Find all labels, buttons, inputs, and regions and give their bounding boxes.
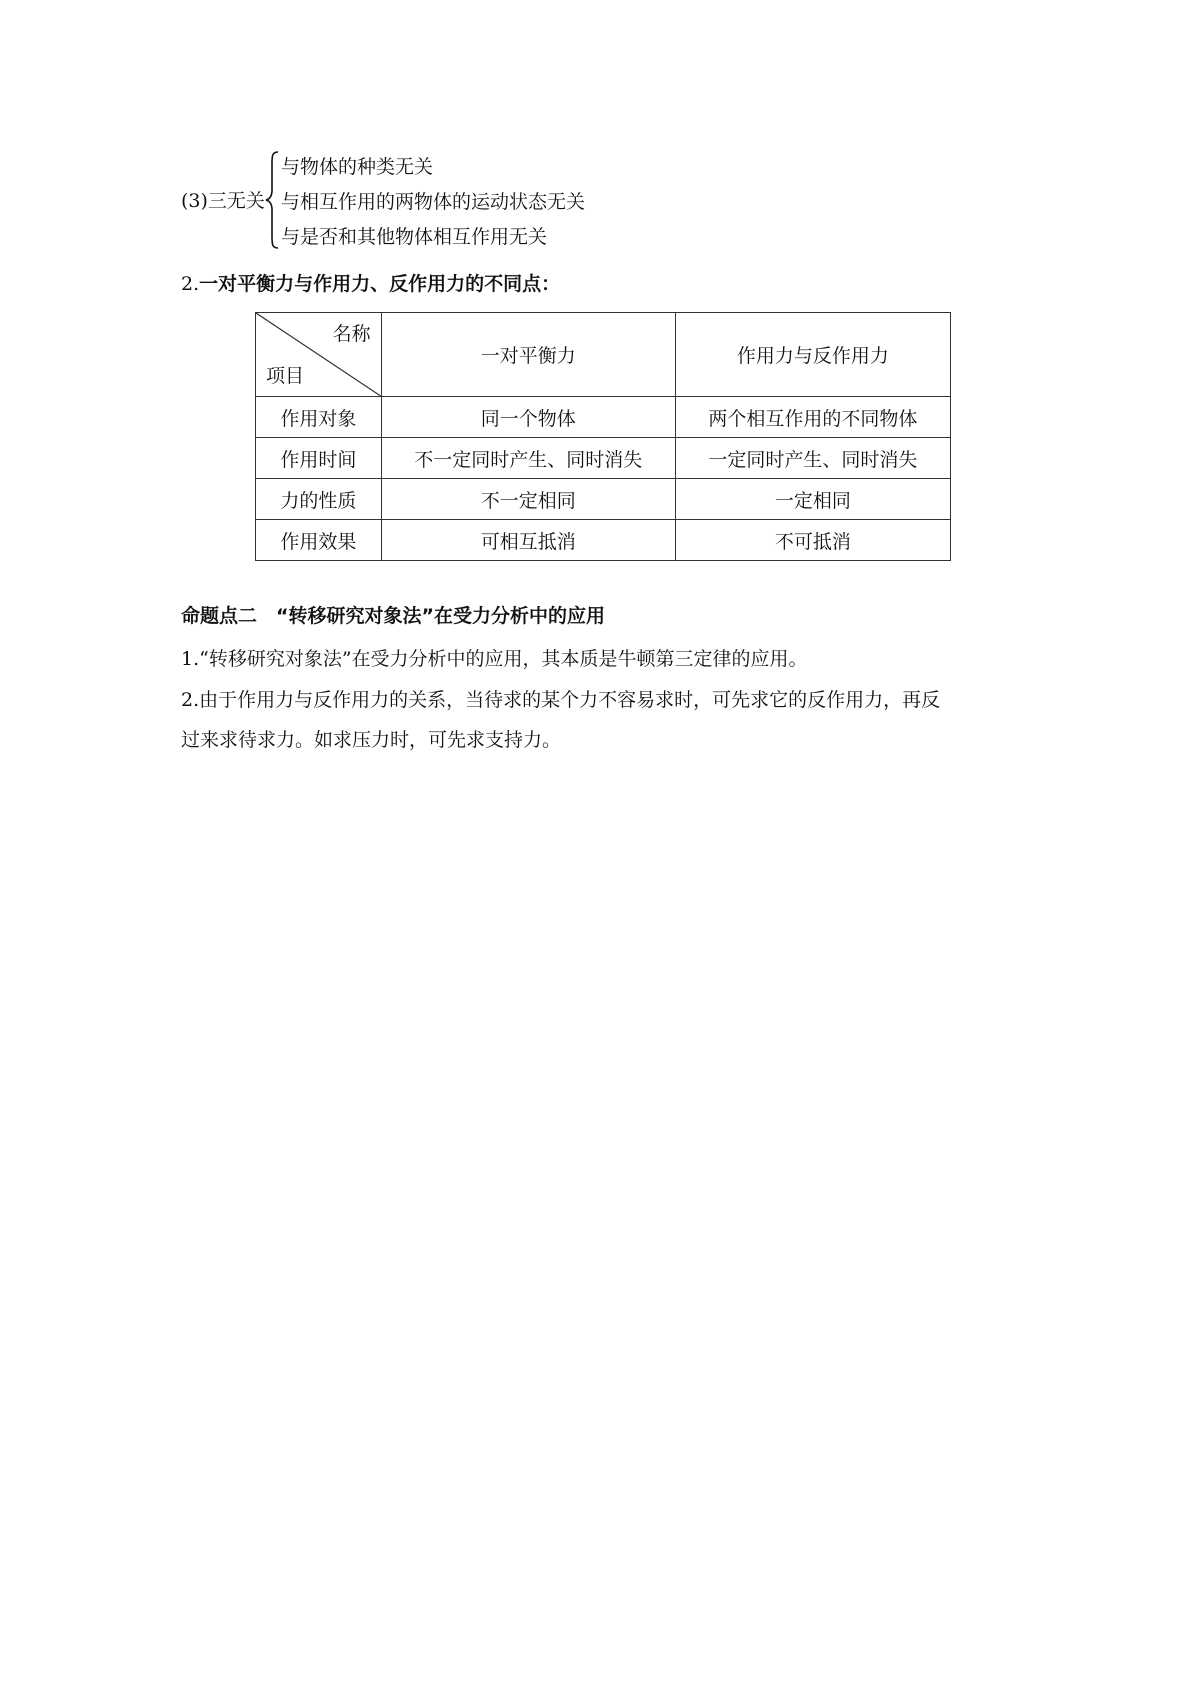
header-balance-force: 一对平衡力 [381, 313, 675, 397]
table-row [256, 438, 951, 479]
row-action-cell: 一定同时产生、同时消失 [675, 438, 950, 479]
unrelated-item-1: 与物体的种类无关 [281, 156, 434, 178]
curly-brace-icon [265, 150, 279, 250]
row-balance-cell: 可相互抵消 [381, 520, 675, 561]
three-unrelated-label: (3)三无关 [181, 190, 265, 212]
topic-2-paragraph-2-line-2: 过来求待求力。如求压力时，可先求支持力。 [181, 729, 562, 751]
row-action-cell: 两个相互作用的不同物体 [675, 397, 950, 438]
row-action-cell: 一定相同 [675, 479, 950, 520]
row-balance-cell: 不一定同时产生、同时消失 [381, 438, 675, 479]
table-corner-cell [256, 313, 382, 397]
row-balance-cell: 同一个物体 [381, 397, 675, 438]
table-header-row [256, 313, 951, 397]
unrelated-item-3: 与是否和其他物体相互作用无关 [281, 226, 548, 248]
header-action-reaction: 作用力与反作用力 [675, 313, 950, 397]
section-2-number: 2. [181, 273, 200, 295]
row-action-cell: 不可抵消 [675, 520, 950, 561]
unrelated-item-2: 与相互作用的两物体的运动状态无关 [281, 191, 586, 213]
section-2-heading [181, 271, 560, 298]
corner-item-label: 项目 [266, 365, 305, 387]
table-row [256, 397, 951, 438]
corner-name-label: 名称 [332, 323, 371, 345]
comparison-table [255, 312, 951, 561]
row-item: 作用对象 [256, 397, 382, 438]
row-item: 作用时间 [256, 438, 382, 479]
row-item: 作用效果 [256, 520, 382, 561]
table-row [256, 479, 951, 520]
topic-2-paragraph-2-line-1: 2.由于作用力与反作用力的关系，当待求的某个力不容易求时，可先求它的反作用力，再反 [181, 689, 941, 711]
row-item: 力的性质 [256, 479, 382, 520]
section-2-title: 一对平衡力与作用力、反作用力的不同点： [199, 273, 561, 295]
topic-2-paragraph-1: 1.“转移研究对象法”在受力分析中的应用，其本质是牛顿第三定律的应用。 [181, 648, 808, 670]
table-row [256, 520, 951, 561]
topic-2-title: 命题点二 “转移研究对象法”在受力分析中的应用 [181, 605, 605, 627]
row-balance-cell: 不一定相同 [381, 479, 675, 520]
